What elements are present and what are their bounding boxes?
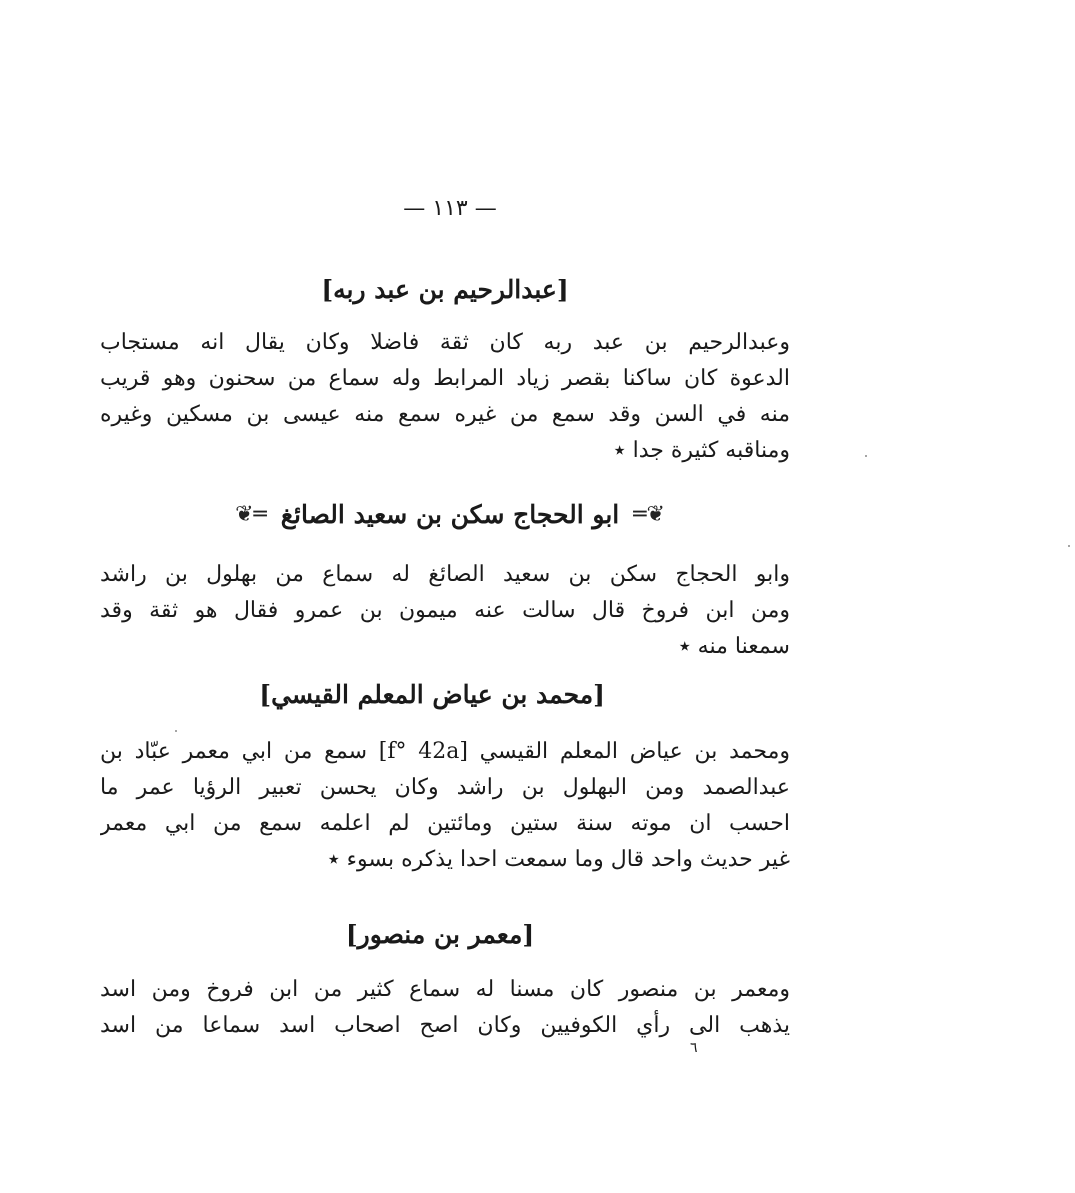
scan-speck — [865, 455, 867, 457]
scan-speck — [1068, 545, 1070, 547]
section-heading-2-text: ابو الحجاج سكن بن سعيد الصائغ — [280, 500, 620, 529]
ornament-right: ❦═ — [633, 502, 665, 527]
section-paragraph-2 — [100, 557, 790, 665]
page-number: — ١١٣ — — [403, 196, 497, 221]
paragraph-line: ومن ابن فروخ قال سالت عنه ميمون بن عمرو فقال هو ثقة وقد — [100, 598, 790, 623]
paragraph-line: يذهب الى رأي الكوفيين وكان اصح اصحاب اسد سماعا من اسد — [100, 1013, 790, 1038]
section-paragraph-3 — [100, 734, 790, 878]
section-paragraph-4 — [100, 972, 790, 1044]
paragraph-line: وعبدالرحيم بن عبد ربه كان ثقة فاضلا وكان يقال انه مستجاب — [100, 330, 790, 355]
scan-speck — [175, 730, 177, 732]
paragraph-line: غير حديث واحد قال وما سمعت احدا يذكره بسوء ٭ — [327, 847, 790, 872]
section-heading-1-text: [عبدالرحيم بن عبد ربه] — [321, 275, 569, 304]
paragraph-line: ومحمد بن عياض المعلم القيسي [f° 42a] سمع من ابي معمر عبّاد بن — [100, 739, 790, 764]
paragraph-line: الدعوة كان ساكنا بقصر زياد المرابط وله سماع من سحنون وهو قريب — [100, 366, 790, 391]
paragraph-line: وابو الحجاج سكن بن سعيد الصائغ له سماع من بهلول بن راشد — [100, 562, 790, 587]
section-heading-4-text: [معمر بن منصور] — [345, 920, 535, 949]
paragraph-line: منه في السن وقد سمع من غيره سمع منه عيسى بن مسكين وغيره — [100, 402, 790, 427]
paragraph-line: عبدالصمد ومن البهلول بن راشد وكان يحسن تعبير الرؤيا عمر ما — [100, 775, 790, 800]
section-paragraph-1 — [100, 325, 790, 469]
paragraph-line: احسب ان موته سنة ستين ومائتين لم اعلمه سمع من ابي معمر — [100, 811, 790, 836]
section-heading-3-text: [محمد بن عياض المعلم القيسي] — [259, 680, 605, 709]
section-heading-1 — [300, 275, 590, 304]
paragraph-line: ومناقبه كثيرة جدا ٭ — [613, 438, 790, 463]
paragraph-line: ومعمر بن منصور كان مسنا له سماع كثير من ابن فروخ ومن اسد — [100, 977, 790, 1002]
paragraph-line: سمعنا منه ٭ — [678, 634, 790, 659]
ornament-left: ═❦ — [235, 502, 267, 527]
section-heading-4 — [340, 920, 540, 949]
section-heading-2 — [190, 500, 710, 529]
signature-mark: ٦ — [690, 1040, 698, 1056]
section-heading-3 — [259, 680, 605, 709]
